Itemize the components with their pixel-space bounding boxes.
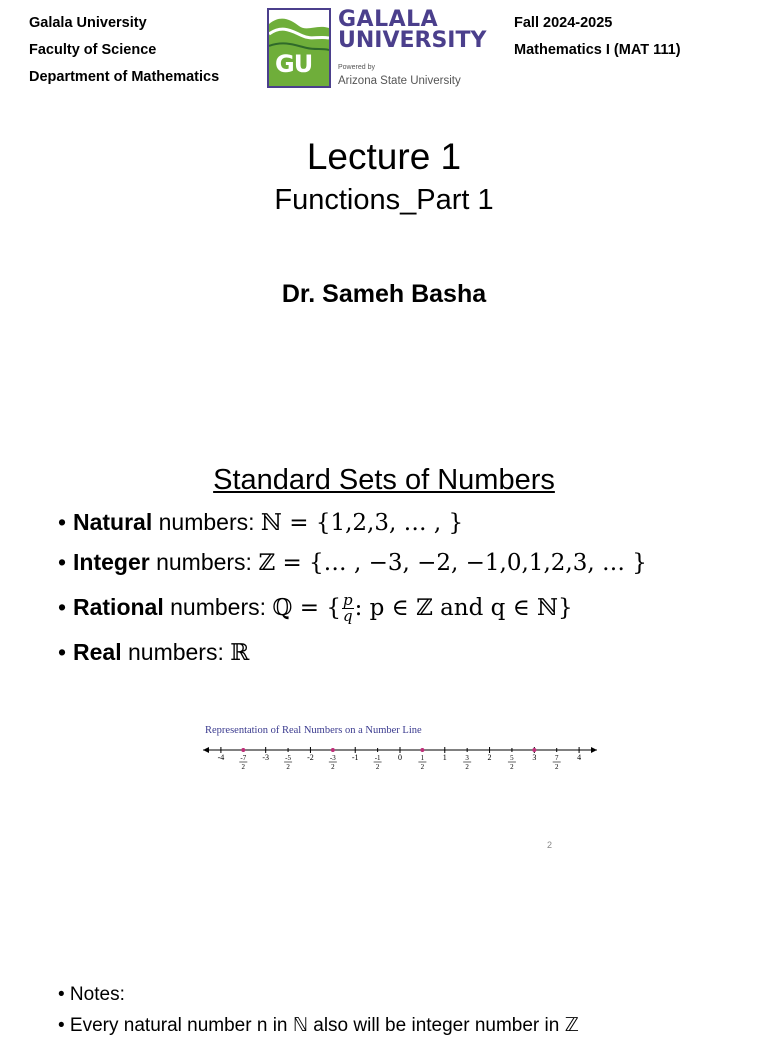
set-text: numbers: <box>149 549 259 575</box>
number-line-figure <box>195 722 605 778</box>
notes-heading: • Notes: <box>58 984 125 1005</box>
set-definition-end: : p ∈ ℤ and q ∈ ℕ} <box>354 595 573 621</box>
author-name: Dr. Sameh Basha <box>281 280 487 308</box>
half-tick-denominator: 2 <box>375 763 380 771</box>
course-block <box>514 10 681 64</box>
lecture-subtitle: Functions_Part 1 <box>274 184 494 216</box>
lecture-title: Lecture 1 <box>306 136 462 177</box>
integer-tick-label: 3 <box>532 753 537 762</box>
set-text: numbers: <box>121 639 231 665</box>
half-tick-numerator: 7 <box>554 754 559 762</box>
integer-tick-label: -4 <box>217 753 225 762</box>
integer-tick-label: 1 <box>442 753 447 762</box>
marked-point <box>532 748 536 752</box>
half-tick-numerator: 3 <box>465 754 469 762</box>
set-text: numbers: <box>163 594 273 620</box>
logo-powered-by: Powered by <box>338 64 375 71</box>
logo-wordmark-line2: UNIVERSITY <box>338 28 487 53</box>
list-item <box>58 632 647 672</box>
marked-point <box>331 748 335 752</box>
list-item <box>58 503 647 542</box>
half-tick-denominator: 2 <box>510 763 514 771</box>
integer-tick-label: 0 <box>398 753 402 762</box>
course-name: Mathematics I (MAT 111) <box>514 42 681 58</box>
left-arrow-icon <box>203 747 209 753</box>
marked-point <box>241 748 245 752</box>
half-tick-denominator: 2 <box>241 763 246 771</box>
logo-wordmark-line1: GALALA <box>338 7 439 32</box>
set-name: Natural <box>73 509 153 535</box>
fraction-p-over-q <box>342 593 354 624</box>
notes-line: • Every natural number n in ℕ also will be integer number in ℤ <box>58 1015 579 1036</box>
list-item <box>58 542 647 582</box>
set-text: numbers: <box>152 509 261 535</box>
set-name: Integer <box>73 549 150 575</box>
half-tick-numerator: -1 <box>374 754 381 762</box>
right-arrow-icon <box>591 747 597 753</box>
half-tick-denominator: 2 <box>331 763 335 771</box>
fraction-numerator: p <box>342 591 353 610</box>
university-logo <box>267 7 487 90</box>
integer-tick-label: -3 <box>262 753 270 762</box>
half-tick-denominator: 2 <box>465 763 469 771</box>
number-line-diagram <box>195 722 605 778</box>
logo-partner: Arizona State University <box>338 75 461 87</box>
logo-emblem <box>267 8 331 88</box>
half-tick-denominator: 2 <box>420 763 425 771</box>
set-definition-start: ℚ = { <box>272 595 341 621</box>
half-tick-numerator: 1 <box>420 754 425 762</box>
logo-initials: GU <box>275 50 313 78</box>
list-item <box>58 582 647 632</box>
university-name: Galala University <box>29 15 147 31</box>
half-tick-numerator: 5 <box>510 754 514 762</box>
number-sets-list <box>58 503 647 672</box>
marked-point <box>420 748 424 752</box>
institution-block <box>29 10 219 91</box>
set-definition: ℤ = {… , −3, −2, −1,0,1,2,3, … } <box>258 550 647 576</box>
integer-tick-label: 4 <box>577 753 582 762</box>
section-title: Standard Sets of Numbers <box>213 464 555 496</box>
half-tick-numerator: -5 <box>285 754 291 762</box>
fraction-denominator: q <box>342 607 353 626</box>
half-tick-denominator: 2 <box>286 763 290 771</box>
set-name: Rational <box>73 594 164 620</box>
department-name: Department of Mathematics <box>29 69 220 85</box>
set-definition: ℝ <box>230 640 250 666</box>
faculty-name: Faculty of Science <box>29 42 157 58</box>
set-name: Real <box>73 639 122 665</box>
half-tick-numerator: -3 <box>329 754 336 762</box>
half-tick-numerator: -7 <box>240 754 247 762</box>
integer-tick-label: -1 <box>351 753 359 762</box>
integer-tick-label: 2 <box>487 753 492 762</box>
half-tick-denominator: 2 <box>554 763 559 771</box>
integer-tick-label: -2 <box>307 753 314 762</box>
number-line-title: Representation of Real Numbers on a Number Line <box>205 725 422 736</box>
semester: Fall 2024-2025 <box>514 15 613 31</box>
set-definition: ℕ = {1,2,3, … , } <box>260 510 464 536</box>
page-number: 2 <box>547 840 553 850</box>
